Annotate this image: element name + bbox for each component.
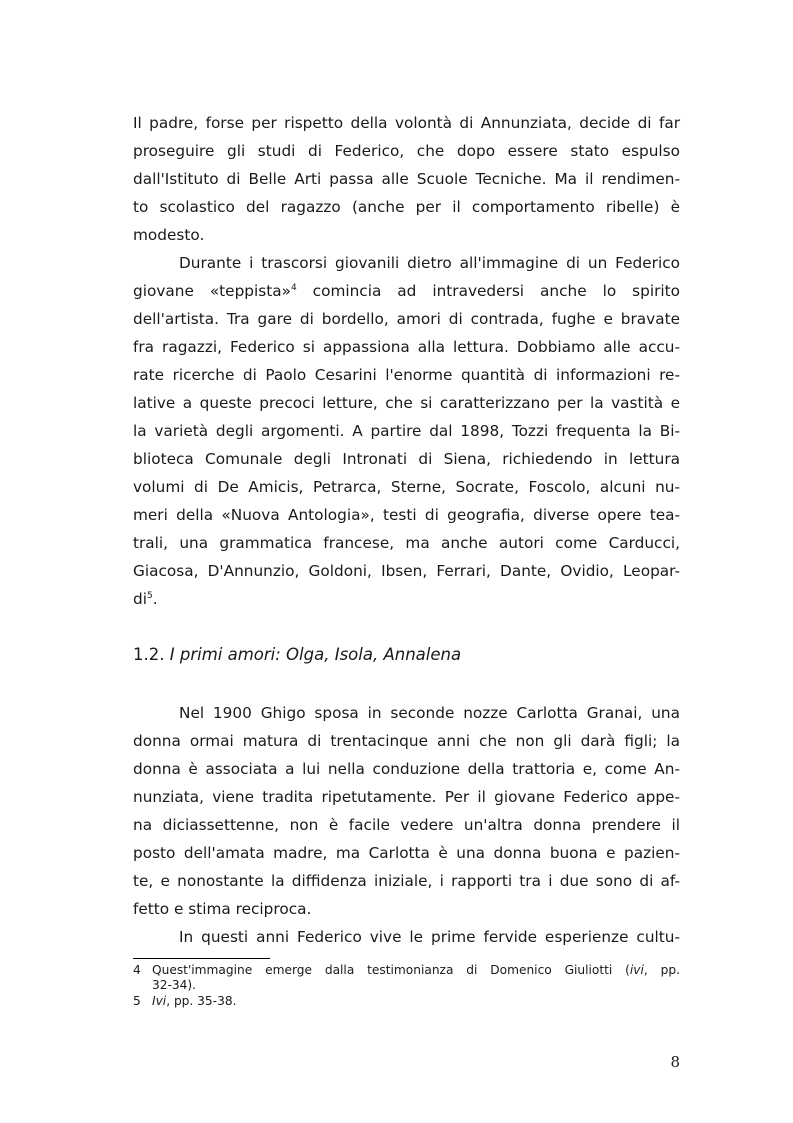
- footnote-ref-4[interactable]: 4: [290, 283, 297, 293]
- text-segment: Ivi: [152, 994, 167, 1008]
- text-segment: comincia ad intravedersi anche lo spirito: [296, 282, 680, 300]
- text-line: [133, 281, 680, 301]
- text-segment: , pp. 35-38.: [166, 994, 237, 1008]
- footnote-number: 5: [133, 994, 141, 1008]
- text-segment: di: [133, 590, 147, 608]
- text-line: nunziata, viene tradita ripetutamente. Per il giovane Federico appe-: [133, 788, 680, 806]
- text-segment: Quest'immagine emerge dalla testimonianza di Domenico Giuliotti (: [152, 963, 630, 977]
- text-line: lative a queste precoci letture, che si caratterizzano per la vastità e: [133, 394, 680, 412]
- footnote-ref-5[interactable]: 5: [146, 591, 153, 601]
- footnote-text: [152, 994, 680, 1009]
- text-line: modesto.: [133, 226, 205, 244]
- section-number: 1.2.: [133, 645, 165, 664]
- text-line: posto dell'amata madre, ma Carlotta è una donna buona e pazien-: [133, 844, 680, 862]
- text-line: na diciassettenne, non è facile vedere un'altra donna prendere il: [133, 816, 680, 834]
- text-line: fetto e stima reciproca.: [133, 900, 312, 918]
- text-line: fra ragazzi, Federico si appassiona alla lettura. Dobbiamo alle accu-: [133, 338, 680, 356]
- text-line: dell'artista. Tra gare di bordello, amori di contrada, fughe e bravate: [133, 310, 680, 328]
- text-line: la varietà degli argomenti. A partire dal 1898, Tozzi frequenta la Bi-: [133, 422, 680, 440]
- text-line: Nel 1900 Ghigo sposa in seconde nozze Carlotta Granai, una: [179, 704, 680, 722]
- text-segment: , pp.: [643, 963, 680, 977]
- page-number: 8: [670, 1053, 680, 1071]
- text-segment: .: [152, 590, 158, 608]
- text-line: donna ormai matura di trentacinque anni che non gli darà figli; la: [133, 732, 680, 750]
- text-line: to scolastico del ragazzo (anche per il comportamento ribelle) è: [133, 198, 680, 216]
- text-line: Il padre, forse per rispetto della volontà di Annunziata, decide di far: [133, 114, 680, 132]
- text-line: Giacosa, D'Annunzio, Goldoni, Ibsen, Ferrari, Dante, Ovidio, Leopar-: [133, 562, 680, 580]
- section-heading: [133, 645, 461, 664]
- text-line: rate ricerche di Paolo Cesarini l'enorme quantità di informazioni re-: [133, 366, 680, 384]
- text-line: Durante i trascorsi giovanili dietro all'immagine di un Federico: [179, 254, 680, 272]
- text-line: te, e nonostante la diffidenza iniziale, i rapporti tra i due sono di af-: [133, 872, 680, 890]
- text-line: [133, 589, 680, 609]
- text-line: trali, una grammatica francese, ma anche autori come Carducci,: [133, 534, 680, 552]
- text-line: volumi di De Amicis, Petrarca, Sterne, Socrate, Foscolo, alcuni nu-: [133, 478, 680, 496]
- text-line: donna è associata a lui nella conduzione della trattoria e, come An-: [133, 760, 680, 778]
- section-title: I primi amori: Olga, Isola, Annalena: [169, 645, 462, 664]
- text-line: blioteca Comunale degli Intronati di Siena, richiedendo in lettura: [133, 450, 680, 468]
- footnote-number: 4: [133, 963, 141, 977]
- text-segment: giovane «teppista»: [133, 282, 291, 300]
- text-line: proseguire gli studi di Federico, che dopo essere stato espulso: [133, 142, 680, 160]
- footnote-text: 32-34).: [152, 978, 197, 992]
- text-line: In questi anni Federico vive le prime fervide esperienze cultu-: [179, 928, 680, 946]
- text-line: meri della «Nuova Antologia», testi di geografia, diverse opere tea-: [133, 506, 680, 524]
- text-line: dall'Istituto di Belle Arti passa alle Scuole Tecniche. Ma il rendimen-: [133, 170, 680, 188]
- footnote-separator: [133, 958, 270, 959]
- footnote-text: [152, 963, 680, 978]
- text-segment: ivi: [629, 963, 644, 977]
